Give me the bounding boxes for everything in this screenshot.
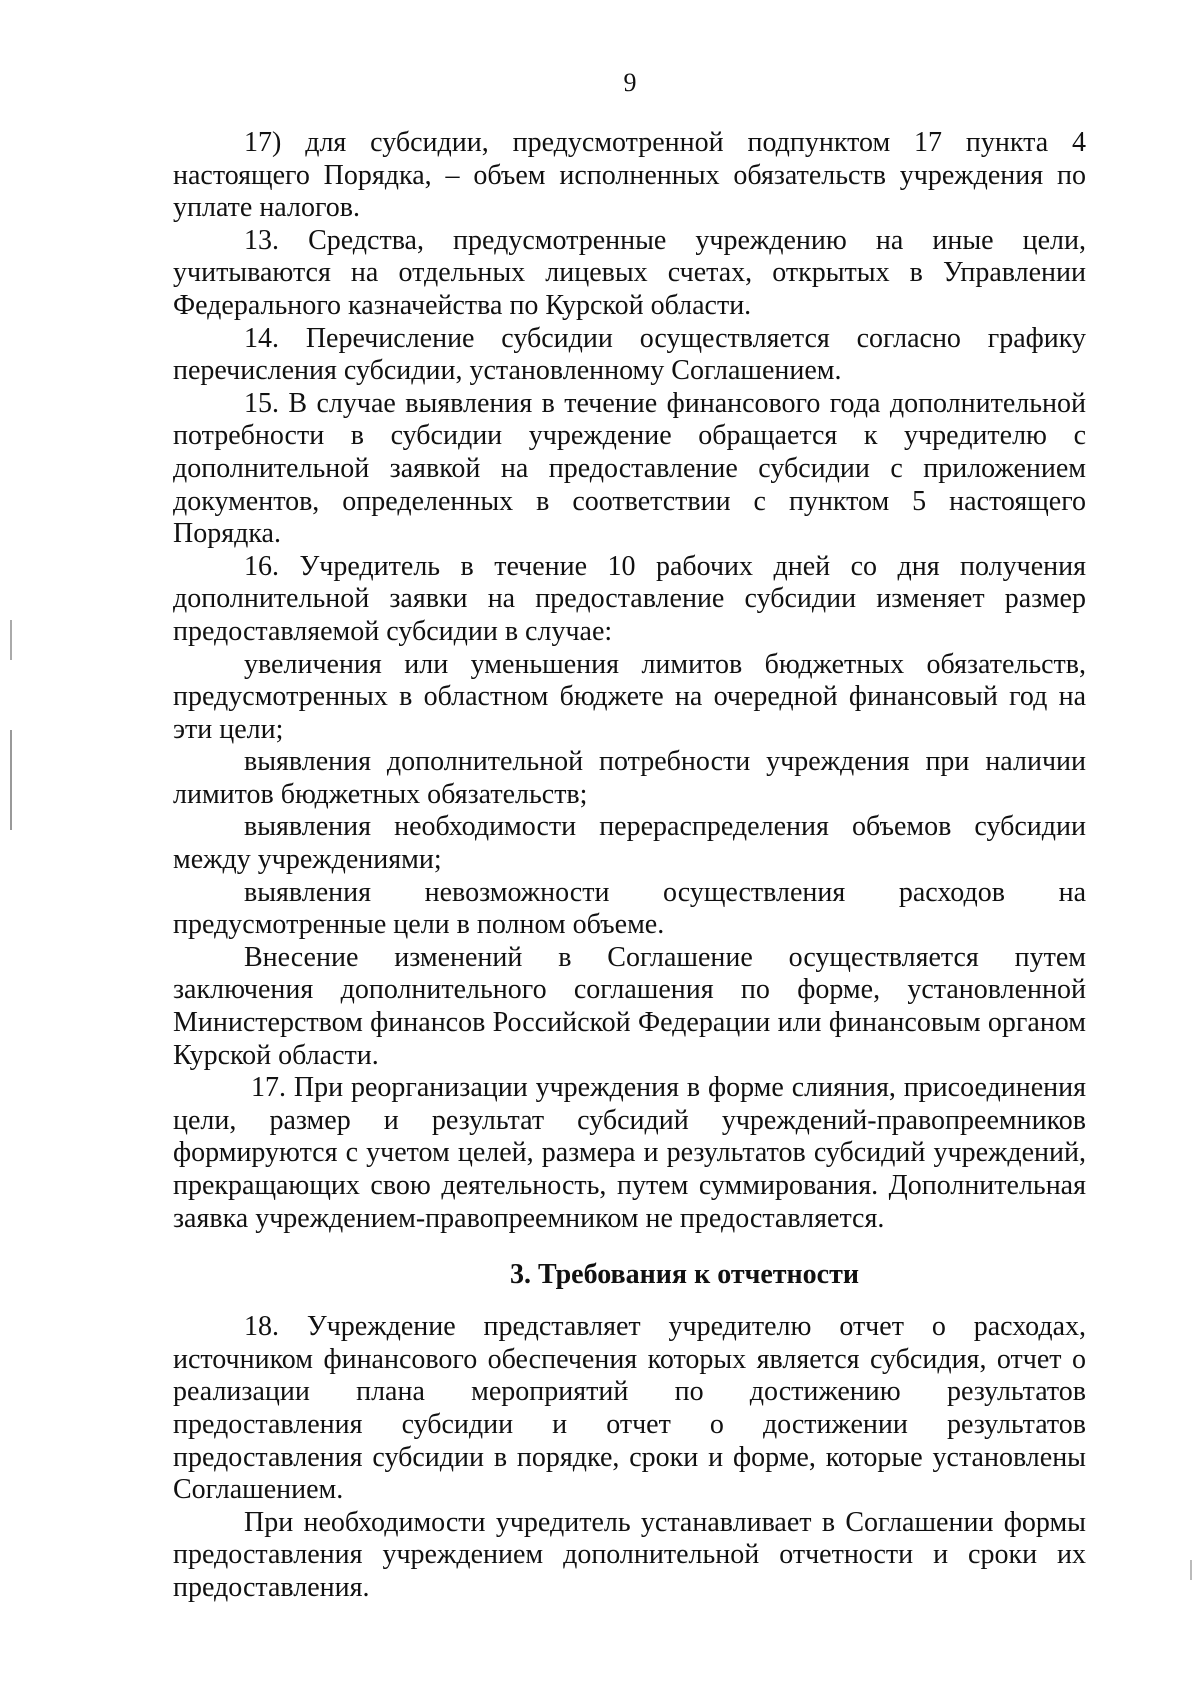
section-heading: 3. Требования к отчетности	[509, 1259, 859, 1291]
page-number: 9	[623, 68, 637, 97]
paragraph-17-subitem: 17) для субсидии, предусмотренной подпунктом 17 пункта 4 настоящего Порядка, – объем исполненных обязательств учреждения по уплате налогов.	[173, 127, 1086, 224]
scan-edge-mark	[1190, 1560, 1192, 1580]
paragraph-18: 18. Учреждение представляет учредителю отчет о расходах, источником финансового обеспечения которых является субсидия, отчет о реализации плана мероприятий по достижению результатов предоставления субсидии и отчет о достижении результатов предоставления субсидии в порядке, сроки и форме, которые установлены Соглашением.	[173, 1311, 1086, 1506]
paragraph-16-case-1: увеличения или уменьшения лимитов бюджетных обязательств, предусмотренных в областном бюджете на очередной финансовый год на эти цели;	[173, 648, 1086, 745]
paragraph-reporting-forms: При необходимости учредитель устанавливает в Соглашении формы предоставления учреждением дополнительной отчетности и сроки их предоставления.	[173, 1506, 1086, 1603]
paragraph-13: 13. Средства, предусмотренные учреждению на иные цели, учитываются на отдельных лицевых счетах, открытых в Управлении Федерального казначейства по Курской области.	[173, 224, 1086, 321]
paragraph-16-case-2: выявления дополнительной потребности учреждения при наличии лимитов бюджетных обязательств;	[173, 746, 1086, 810]
paragraph-15: 15. В случае выявления в течение финансового года дополнительной потребности в субсидии учреждение обращается к учредителю с дополнительной заявкой на предоставление субсидии с приложением документов, определенных в соответствии с пунктом 5 настоящего Порядка.	[173, 387, 1086, 550]
paragraph-16-case-4: выявления невозможности осуществления расходов на предусмотренные цели в полном объеме.	[173, 876, 1086, 941]
paragraph-amendments: Внесение изменений в Соглашение осуществляется путем заключения дополнительного соглашения по форме, установленной Министерством финансов Российской Федерации или финансовым органом Курской области.	[173, 941, 1086, 1071]
scan-edge-mark	[10, 730, 12, 830]
paragraph-17: 17. При реорганизации учреждения в форме слияния, присоединения цели, размер и результат субсидий учреждений-правопреемников формируются с учетом целей, размера и результатов субсидий учреждений, прекращающих свою деятельность, путем суммирования. Дополнительная заявка учреждением-правопреемником не предоставляется.	[173, 1072, 1086, 1234]
document-body	[173, 127, 1086, 1605]
paragraph-16: 16. Учредитель в течение 10 рабочих дней со дня получения дополнительной заявки на предоставление субсидии изменяет размер предоставляемой субсидии в случае:	[173, 550, 1086, 647]
scan-edge-mark	[10, 620, 12, 660]
paragraph-16-case-3: выявления необходимости перераспределения объемов субсидии между учреждениями;	[173, 811, 1086, 876]
paragraph-14: 14. Перечисление субсидии осуществляется согласно графику перечисления субсидии, установленному Соглашением.	[173, 322, 1086, 387]
